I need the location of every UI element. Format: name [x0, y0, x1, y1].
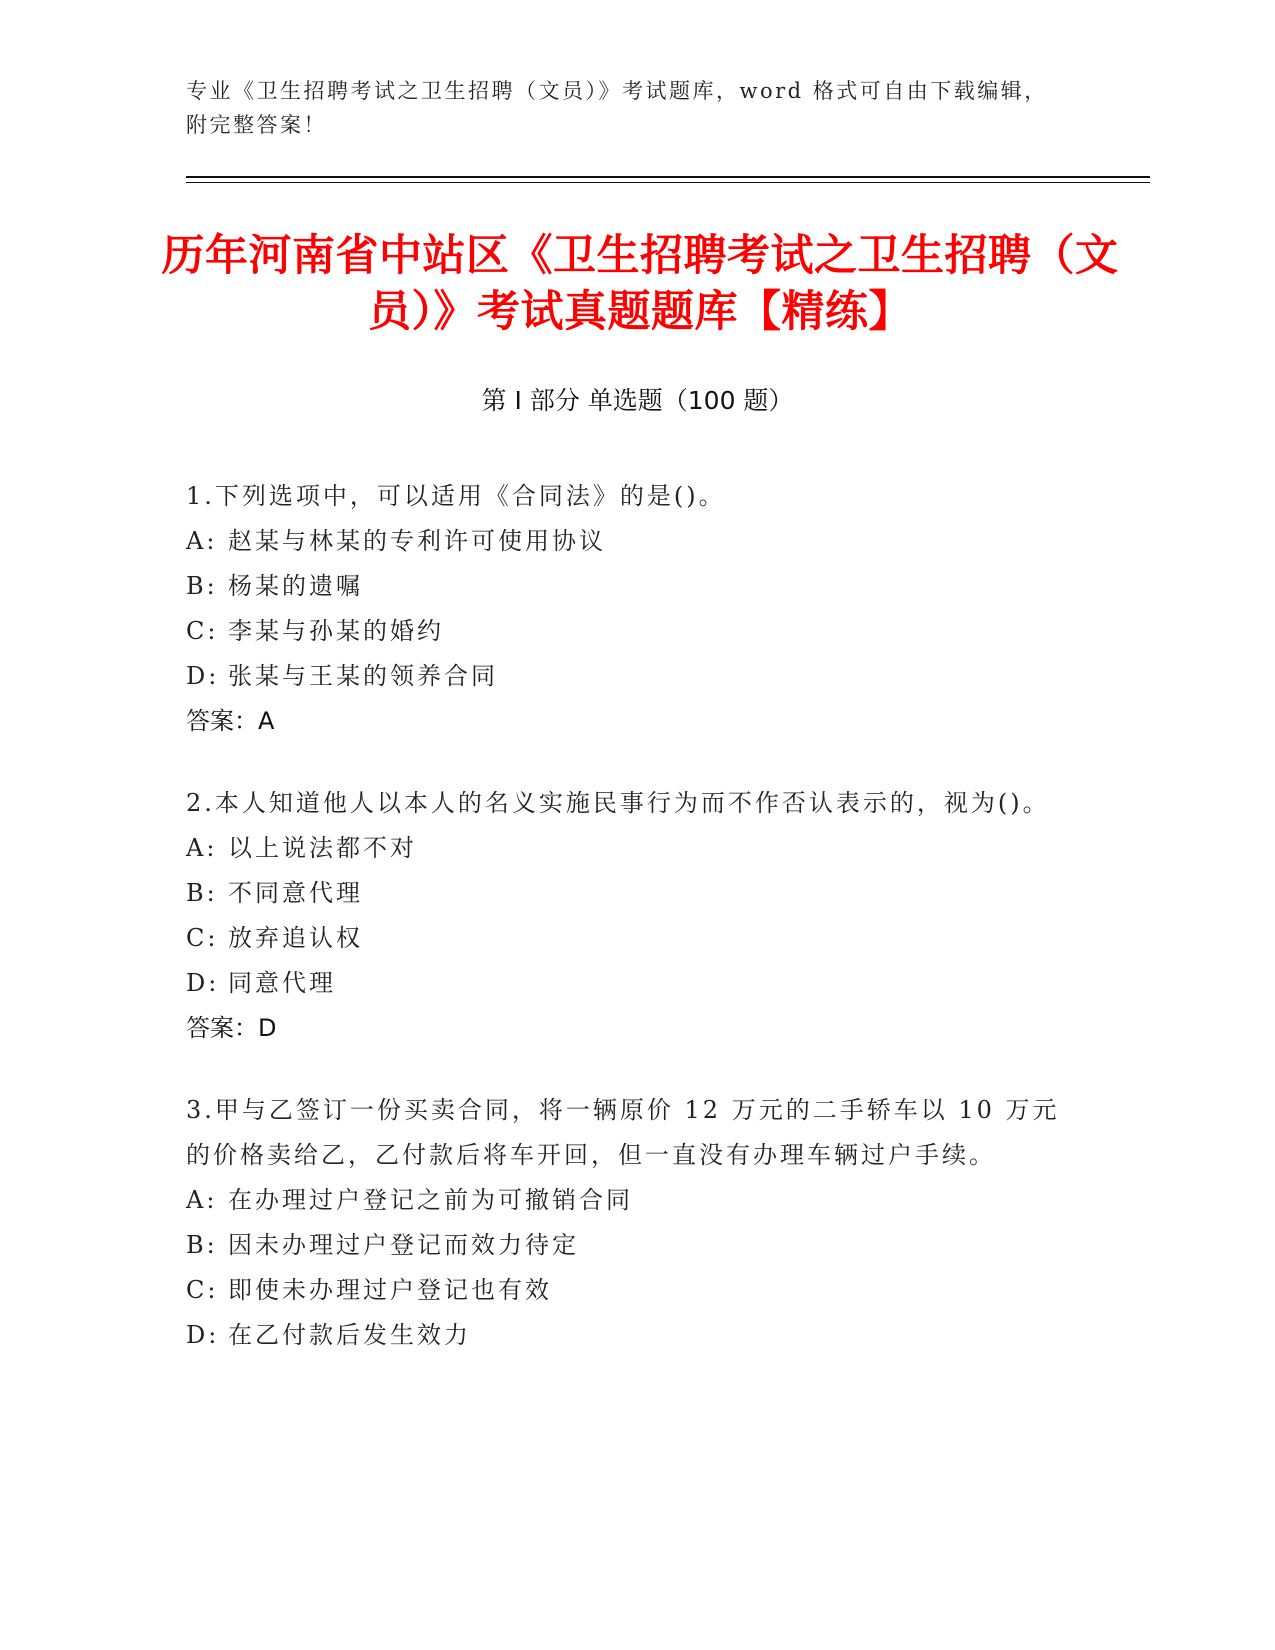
option-letter: C: — [186, 617, 219, 645]
option-text: 在办理过户登记之前为可撤销合同 — [228, 1186, 633, 1214]
option-letter: A: — [186, 1186, 218, 1214]
option-letter: D: — [186, 662, 220, 690]
option-letter: B: — [186, 572, 218, 600]
option-text: 张某与王某的领养合同 — [228, 662, 498, 690]
option-text: 在乙付款后发生效力 — [228, 1321, 471, 1349]
answer-prefix: 答案： — [186, 707, 258, 735]
option-letter: B: — [186, 879, 218, 907]
header-rule-thin — [186, 182, 1150, 183]
option-text: 即使未办理过户登记也有效 — [228, 1276, 552, 1304]
answer-prefix: 答案： — [186, 1014, 258, 1042]
option-text: 杨某的遗嘱 — [228, 572, 363, 600]
option-c — [186, 609, 1066, 654]
answer-line — [186, 1006, 1066, 1051]
section-heading: 第 I 部分 单选题（100 题） — [481, 386, 794, 415]
option-text: 赵某与林某的专利许可使用协议 — [228, 527, 606, 555]
option-text: 李某与孙某的婚约 — [228, 617, 444, 645]
question-stem: 2.本人知道他人以本人的名义实施民事行为而不作否认表示的，视为()。 — [186, 789, 1050, 817]
option-a — [186, 826, 1066, 871]
option-text: 放弃追认权 — [228, 924, 363, 952]
question-list — [186, 474, 1066, 1395]
header-rule-thick — [186, 176, 1150, 178]
option-b — [186, 871, 1066, 916]
question-item — [186, 474, 1066, 744]
option-text: 不同意代理 — [228, 879, 363, 907]
option-d — [186, 961, 1066, 1006]
option-b — [186, 1223, 1066, 1268]
option-letter: D: — [186, 969, 220, 997]
answer-value: A — [258, 707, 275, 735]
option-letter: A: — [186, 527, 218, 555]
option-c — [186, 1268, 1066, 1313]
question-stem: 3.甲与乙签订一份买卖合同，将一辆原价 12 万元的二手轿车以 10 万元的价格卖给乙，乙付款后将车开回，但一直没有办理车辆过户手续。 — [186, 1096, 1060, 1169]
option-a — [186, 519, 1066, 564]
option-text: 同意代理 — [228, 969, 336, 997]
option-c — [186, 916, 1066, 961]
question-item — [186, 1088, 1066, 1358]
option-b — [186, 564, 1066, 609]
option-letter: D: — [186, 1321, 220, 1349]
option-d — [186, 654, 1066, 699]
option-text: 以上说法都不对 — [228, 834, 417, 862]
header-note: 专业《卫生招聘考试之卫生招聘（文员）》考试题库，word 格式可自由下载编辑，附完整答案！ — [186, 79, 1048, 137]
answer-value: D — [258, 1014, 277, 1042]
option-letter: A: — [186, 834, 218, 862]
option-d — [186, 1313, 1066, 1358]
question-stem: 1.下列选项中，可以适用《合同法》的是()。 — [186, 482, 726, 510]
option-letter: C: — [186, 1276, 219, 1304]
option-text: 因未办理过户登记而效力待定 — [228, 1231, 579, 1259]
question-item — [186, 781, 1066, 1051]
answer-line — [186, 699, 1066, 744]
document-title: 历年河南省中站区《卫生招聘考试之卫生招聘（文员）》考试真题题库【精练】 — [161, 231, 1119, 337]
option-letter: B: — [186, 1231, 218, 1259]
option-letter: C: — [186, 924, 219, 952]
option-a — [186, 1178, 1066, 1223]
